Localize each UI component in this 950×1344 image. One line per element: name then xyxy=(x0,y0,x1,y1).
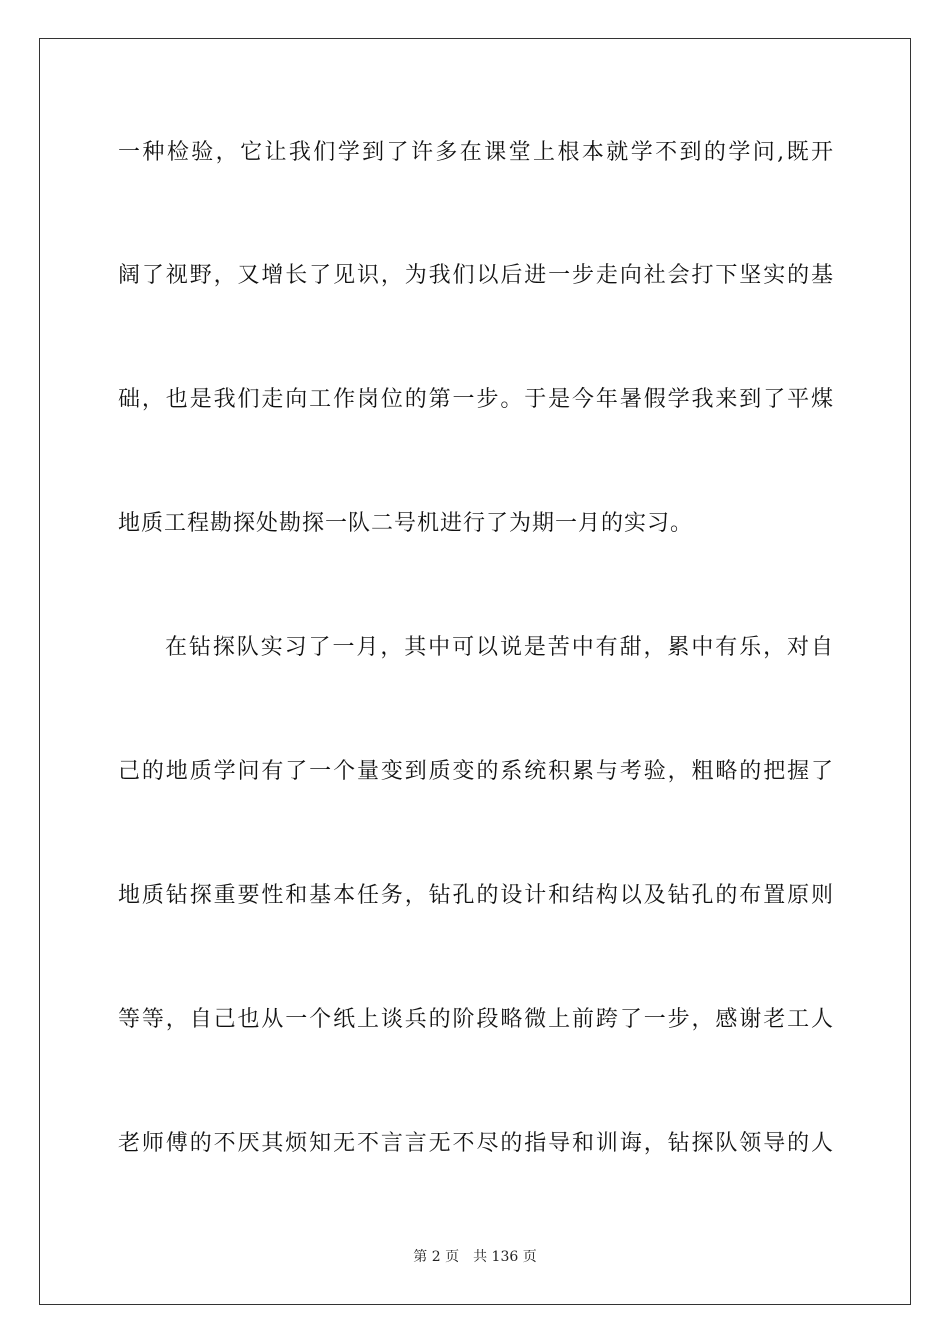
body-text-line: 阔了视野，又增长了见识，为我们以后进一步走向社会打下坚实的基 xyxy=(118,263,834,288)
body-text-line: 老师傅的不厌其烦知无不言言无不尽的指导和训诲，钻探队领导的人 xyxy=(118,1131,834,1156)
body-text-line: 一种检验，它让我们学到了许多在课堂上根本就学不到的学问,既开 xyxy=(118,140,834,165)
body-text-line: 础，也是我们走向工作岗位的第一步。于是今年暑假学我来到了平煤 xyxy=(118,387,834,412)
body-text-line: 等等，自己也从一个纸上谈兵的阶段略微上前跨了一步，感谢老工人 xyxy=(118,1007,834,1032)
body-text-line: 地质工程勘探处勘探一队二号机进行了为期一月的实习。 xyxy=(118,511,694,536)
paragraph-first-line: 在钻探队实习了一月，其中可以说是苦中有甜，累中有乐，对自 xyxy=(165,635,834,660)
page-number-footer: 第 2 页 共 136 页 xyxy=(413,1249,537,1265)
page-border xyxy=(39,38,911,1305)
body-text-line: 地质钻探重要性和基本任务，钻孔的设计和结构以及钻孔的布置原则 xyxy=(118,883,834,908)
body-text-line: 己的地质学问有了一个量变到质变的系统积累与考验，粗略的把握了 xyxy=(118,759,834,784)
